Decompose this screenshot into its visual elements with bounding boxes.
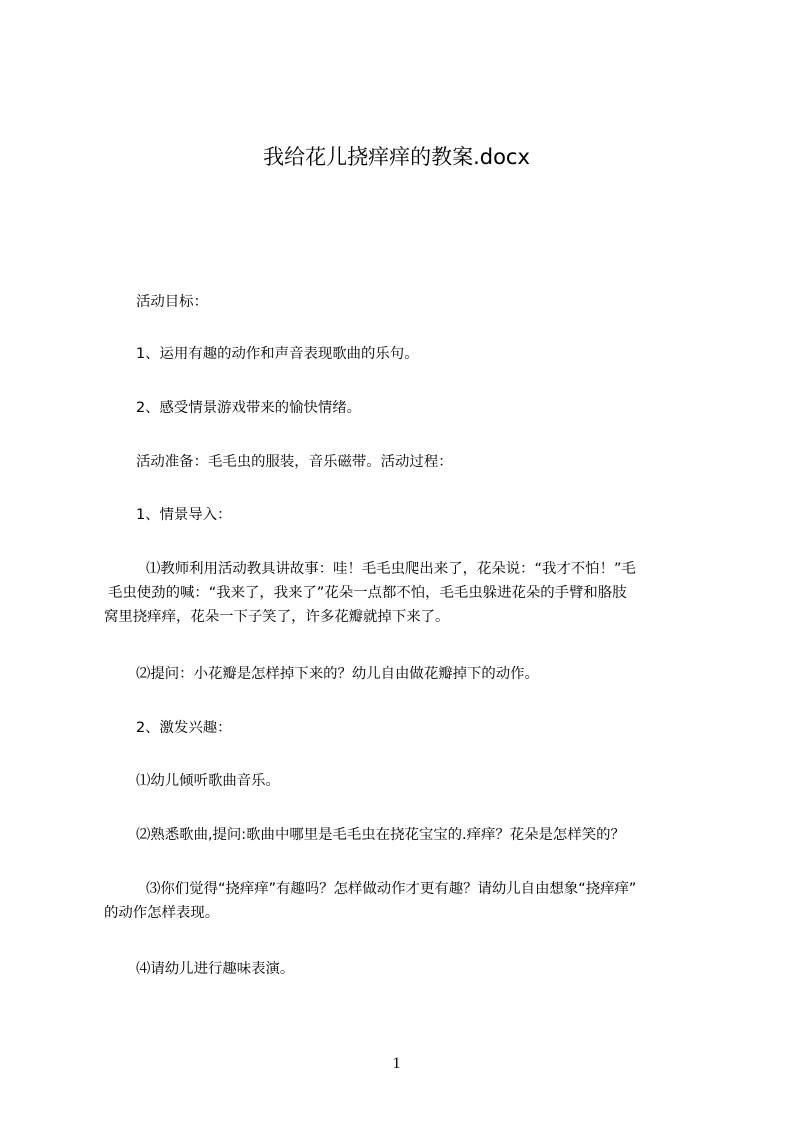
- step-2-1-paragraph: ⑴幼儿倾听歌曲音乐。: [136, 773, 280, 789]
- step-2-2-paragraph: ⑵熟悉歌曲,提问:歌曲中哪里是毛毛虫在挠花宝宝的.痒痒？花朵是怎样笑的？: [136, 827, 625, 843]
- step-2-heading: 2、激发兴趣：: [136, 720, 232, 736]
- step-1-1-line-2: 毛虫使劲的喊：“我来了，我来了”花朵一点都不怕，毛毛虫躲进花朵的手臂和胳肢: [108, 585, 627, 601]
- goal-item-1: 1、运用有趣的动作和声音表现歌曲的乐句。: [136, 346, 419, 362]
- goal-item-2: 2、感受情景游戏带来的愉快情绪。: [136, 400, 362, 416]
- step-2-4-paragraph: ⑷请幼儿进行趣味表演。: [136, 961, 295, 977]
- step-1-1-line-3: 窝里挠痒痒，花朵一下子笑了，许多花瓣就掉下来了。: [104, 609, 450, 625]
- step-2-3-line-2: 的动作怎样表现。: [104, 905, 220, 921]
- step-1-2-paragraph: ⑵提问：小花瓣是怎样掉下来的？幼儿自由做花瓣掉下的动作。: [136, 666, 539, 682]
- step-1-1-line-1: ⑴教师利用活动教具讲故事：哇！毛毛虫爬出来了，花朵说：“我才不怕！”毛: [146, 561, 636, 577]
- step-2-3-paragraph: [104, 877, 636, 925]
- document-title: 我给花儿挠痒痒的教案.docx: [263, 145, 530, 169]
- step-1-heading: 1、情景导入：: [136, 507, 232, 523]
- step-1-1-paragraph: [104, 557, 636, 629]
- page-number: 1: [392, 1055, 401, 1072]
- preparation-paragraph: 活动准备：毛毛虫的服装，音乐磁带。活动过程：: [136, 454, 453, 470]
- goals-heading: 活动目标：: [136, 294, 208, 310]
- step-2-3-line-1: ⑶你们觉得“挠痒痒”有趣吗？怎样做动作才更有趣？请幼儿自由想象“挠痒痒”: [146, 881, 637, 897]
